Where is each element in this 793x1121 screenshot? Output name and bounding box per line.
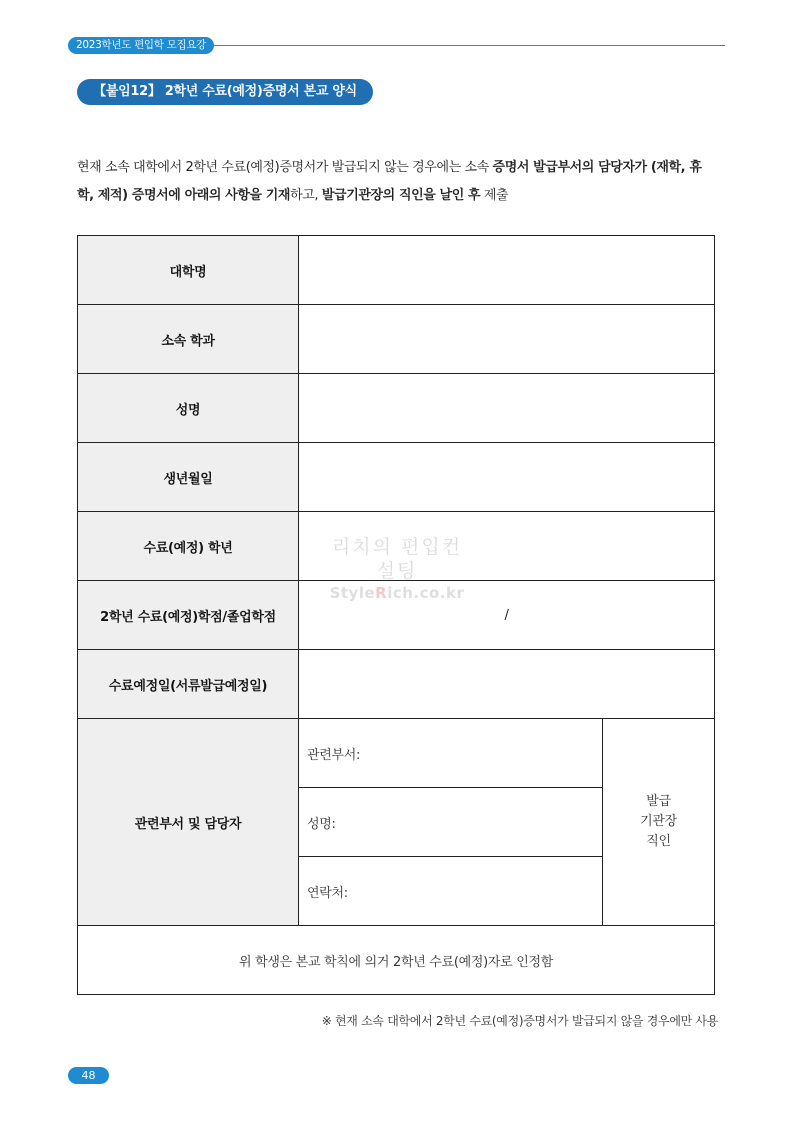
- intro-text-1: 현재 소속 대학에서 2학년 수료(예정)증명서가 발급되지 않는 경우에는 소속: [77, 160, 493, 175]
- contact-phone-field[interactable]: 연락처:: [299, 857, 603, 926]
- student-name-label: 성명: [78, 374, 299, 443]
- student-name-field[interactable]: [299, 374, 715, 443]
- credits-field[interactable]: /: [299, 581, 715, 650]
- table-row: [78, 650, 715, 719]
- table-row: [78, 719, 715, 788]
- intro-paragraph: [77, 154, 717, 210]
- table-row: [78, 236, 715, 305]
- seal-text-2: 기관장: [640, 814, 677, 829]
- footnote: ※ 현재 소속 대학에서 2학년 수료(예정)증명서가 발급되지 않을 경우에만 사용: [321, 1014, 718, 1028]
- department-field[interactable]: [299, 305, 715, 374]
- birthdate-label: 생년월일: [78, 443, 299, 512]
- certificate-form-table: [77, 235, 715, 995]
- completion-date-field[interactable]: [299, 650, 715, 719]
- table-row: [78, 926, 715, 995]
- birthdate-field[interactable]: [299, 443, 715, 512]
- seal-text-3: 직인: [646, 834, 671, 849]
- credits-label: 2학년 수료(예정)학점/졸업학점: [78, 581, 299, 650]
- university-name-label: 대학명: [78, 236, 299, 305]
- watermark-text-c: ich.co.kr: [387, 584, 465, 602]
- intro-bold-2: 발급기관장의 직인을 날인 후: [321, 188, 481, 203]
- intro-text-3: 제출: [480, 188, 509, 203]
- contact-department-field[interactable]: 관련부서:: [299, 719, 603, 788]
- university-name-field[interactable]: [299, 236, 715, 305]
- intro-bold-1: 증명서 발급부서의 담당자가 (재학, 휴학, 제적) 증명서에 아래의 사항을 기재: [77, 160, 702, 203]
- official-seal-box: [603, 719, 715, 926]
- table-row: [78, 305, 715, 374]
- watermark-line-1: 리치의 편입컨설팅: [331, 536, 463, 582]
- seal-text-1: 발급: [646, 794, 671, 809]
- table-row: [78, 581, 715, 650]
- table-row: [78, 443, 715, 512]
- table-row: [78, 374, 715, 443]
- watermark-text-b: R: [375, 584, 388, 602]
- section-title: 【붙임12】 2학년 수료(예정)증명서 본교 양식: [77, 79, 373, 105]
- header-label: 2023학년도 편입학 모집요강: [68, 37, 214, 54]
- watermark-text-a: Style: [329, 584, 376, 602]
- contact-name-field[interactable]: 성명:: [299, 788, 603, 857]
- department-label: 소속 학과: [78, 305, 299, 374]
- page-number: 48: [68, 1067, 109, 1084]
- contact-label: 관련부서 및 담당자: [78, 719, 299, 926]
- completion-year-label: 수료(예정) 학년: [78, 512, 299, 581]
- header-rule: [210, 45, 725, 46]
- completion-year-field[interactable]: [299, 512, 715, 581]
- completion-date-label: 수료예정일(서류발급예정일): [78, 650, 299, 719]
- certification-statement: 위 학생은 본교 학칙에 의거 2학년 수료(예정)자로 인정함: [78, 926, 715, 995]
- intro-text-2: 하고,: [290, 188, 322, 203]
- table-row: [78, 512, 715, 581]
